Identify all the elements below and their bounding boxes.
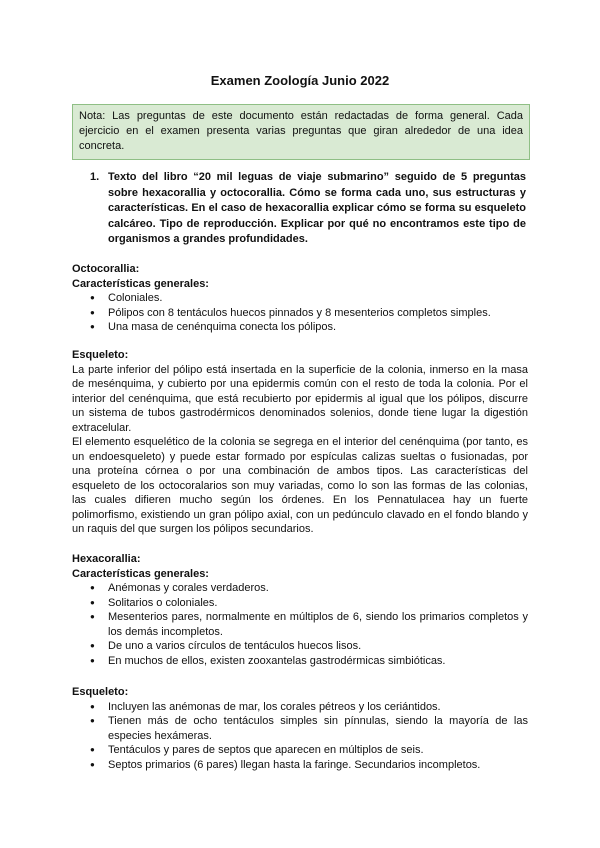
octocorallia-list xyxy=(72,291,528,335)
hexacorallia-subheading: Características generales: xyxy=(72,567,209,580)
octocorallia-subheading: Características generales: xyxy=(72,277,209,290)
list-item: ● Solitarios o coloniales. xyxy=(72,596,528,611)
hexacorallia-list xyxy=(72,581,528,668)
list-item: ● Una masa de cenénquima conecta los pólipos. xyxy=(72,320,528,335)
octocorallia-skeleton-section xyxy=(72,348,528,537)
octocorallia-skeleton-heading: Esqueleto: xyxy=(72,349,129,361)
question-1 xyxy=(90,170,526,248)
list-item: ● Tienen más de ocho tentáculos simples sin pínnulas, siendo la mayoría de las especies hexámeras. xyxy=(72,714,528,743)
octocorallia-heading: Octocorallia: xyxy=(72,263,140,275)
hexacorallia-skeleton-list xyxy=(72,700,528,773)
list-item: ● Incluyen las anémonas de mar, los corales pétreos y los ceriántidos. xyxy=(72,700,528,715)
list-item: ● Pólipos con 8 tentáculos huecos pinnados y 8 mesenterios completos simples. xyxy=(72,306,528,321)
hexacorallia-heading: Hexacorallia: xyxy=(72,553,141,565)
list-item: ● Septos primarios (6 pares) llegan hasta la faringe. Secundarios incompletos. xyxy=(72,758,528,773)
note-box: Nota: Las preguntas de este documento están redactadas de forma general. Cada ejercicio en el examen presenta varias preguntas que giran alrededor de una idea concreta. xyxy=(72,104,530,160)
hexacorallia-skeleton-section xyxy=(72,685,528,772)
paragraph: El elemento esquelético de la colonia se segrega en el interior del cenénquima (por tanto, es un endoesqueleto) y puede estar formado por espículas calizas sueltas o fusionadas, por una proteína córnea o por una combinación de ambos tipos. Las características del esqueleto de los octocoralarios son muy variadas, como lo son las formas de las colonias, las cuales difieren mucho según los órdenes. En los Pennatulacea hay un fuerte polimorfismo, existiendo un gran pólipo axial, con un pedúnculo clavado en el fondo blando y un raquis del que surgen los pólipos secundarios. xyxy=(72,436,528,535)
document-title: Examen Zoología Junio 2022 xyxy=(210,73,390,88)
octocorallia-section xyxy=(72,262,528,335)
question-text: Texto del libro “20 mil leguas de viaje submarino” seguido de 5 preguntas sobre hexacorallia y octocorallia. Cómo se forma cada uno, sus estructuras y características. En el caso de hexacorallia explicar cómo se forma su esqueleto calcáreo. Tipo de reproducción. Explicar por qué no encontramos este tipo de organismos a grandes profundidades. xyxy=(108,171,526,245)
paragraph: La parte inferior del pólipo está insertada en la superficie de la colonia, inmerso en la masa de mesénquima, y cubierto por una epidermis común con el resto de toda la colonia. Por el interior del cenénquima, que está recubierto por epidermis al igual que los pólipos, discurre un sistema de tubos gastrodérmicos denominados solenios, donde tiene lugar la digestión extracelular. xyxy=(72,363,528,434)
list-item: ● Tentáculos y pares de septos que aparecen en múltiplos de seis. xyxy=(72,743,528,758)
list-item: ● De uno a varios círculos de tentáculos huecos lisos. xyxy=(72,639,528,654)
question-number: 1. xyxy=(90,171,100,183)
list-item: ● En muchos de ellos, existen zooxantelas gastrodérmicas simbióticas. xyxy=(72,654,528,669)
list-item: ● Mesenterios pares, normalmente en múltiplos de 6, siendo los primarios completos y los demás incompletos. xyxy=(72,610,528,639)
list-item: ● Anémonas y corales verdaderos. xyxy=(72,581,528,596)
hexacorallia-skeleton-heading: Esqueleto: xyxy=(72,686,129,698)
list-item: ● Coloniales. xyxy=(72,291,528,306)
hexacorallia-section xyxy=(72,552,528,668)
